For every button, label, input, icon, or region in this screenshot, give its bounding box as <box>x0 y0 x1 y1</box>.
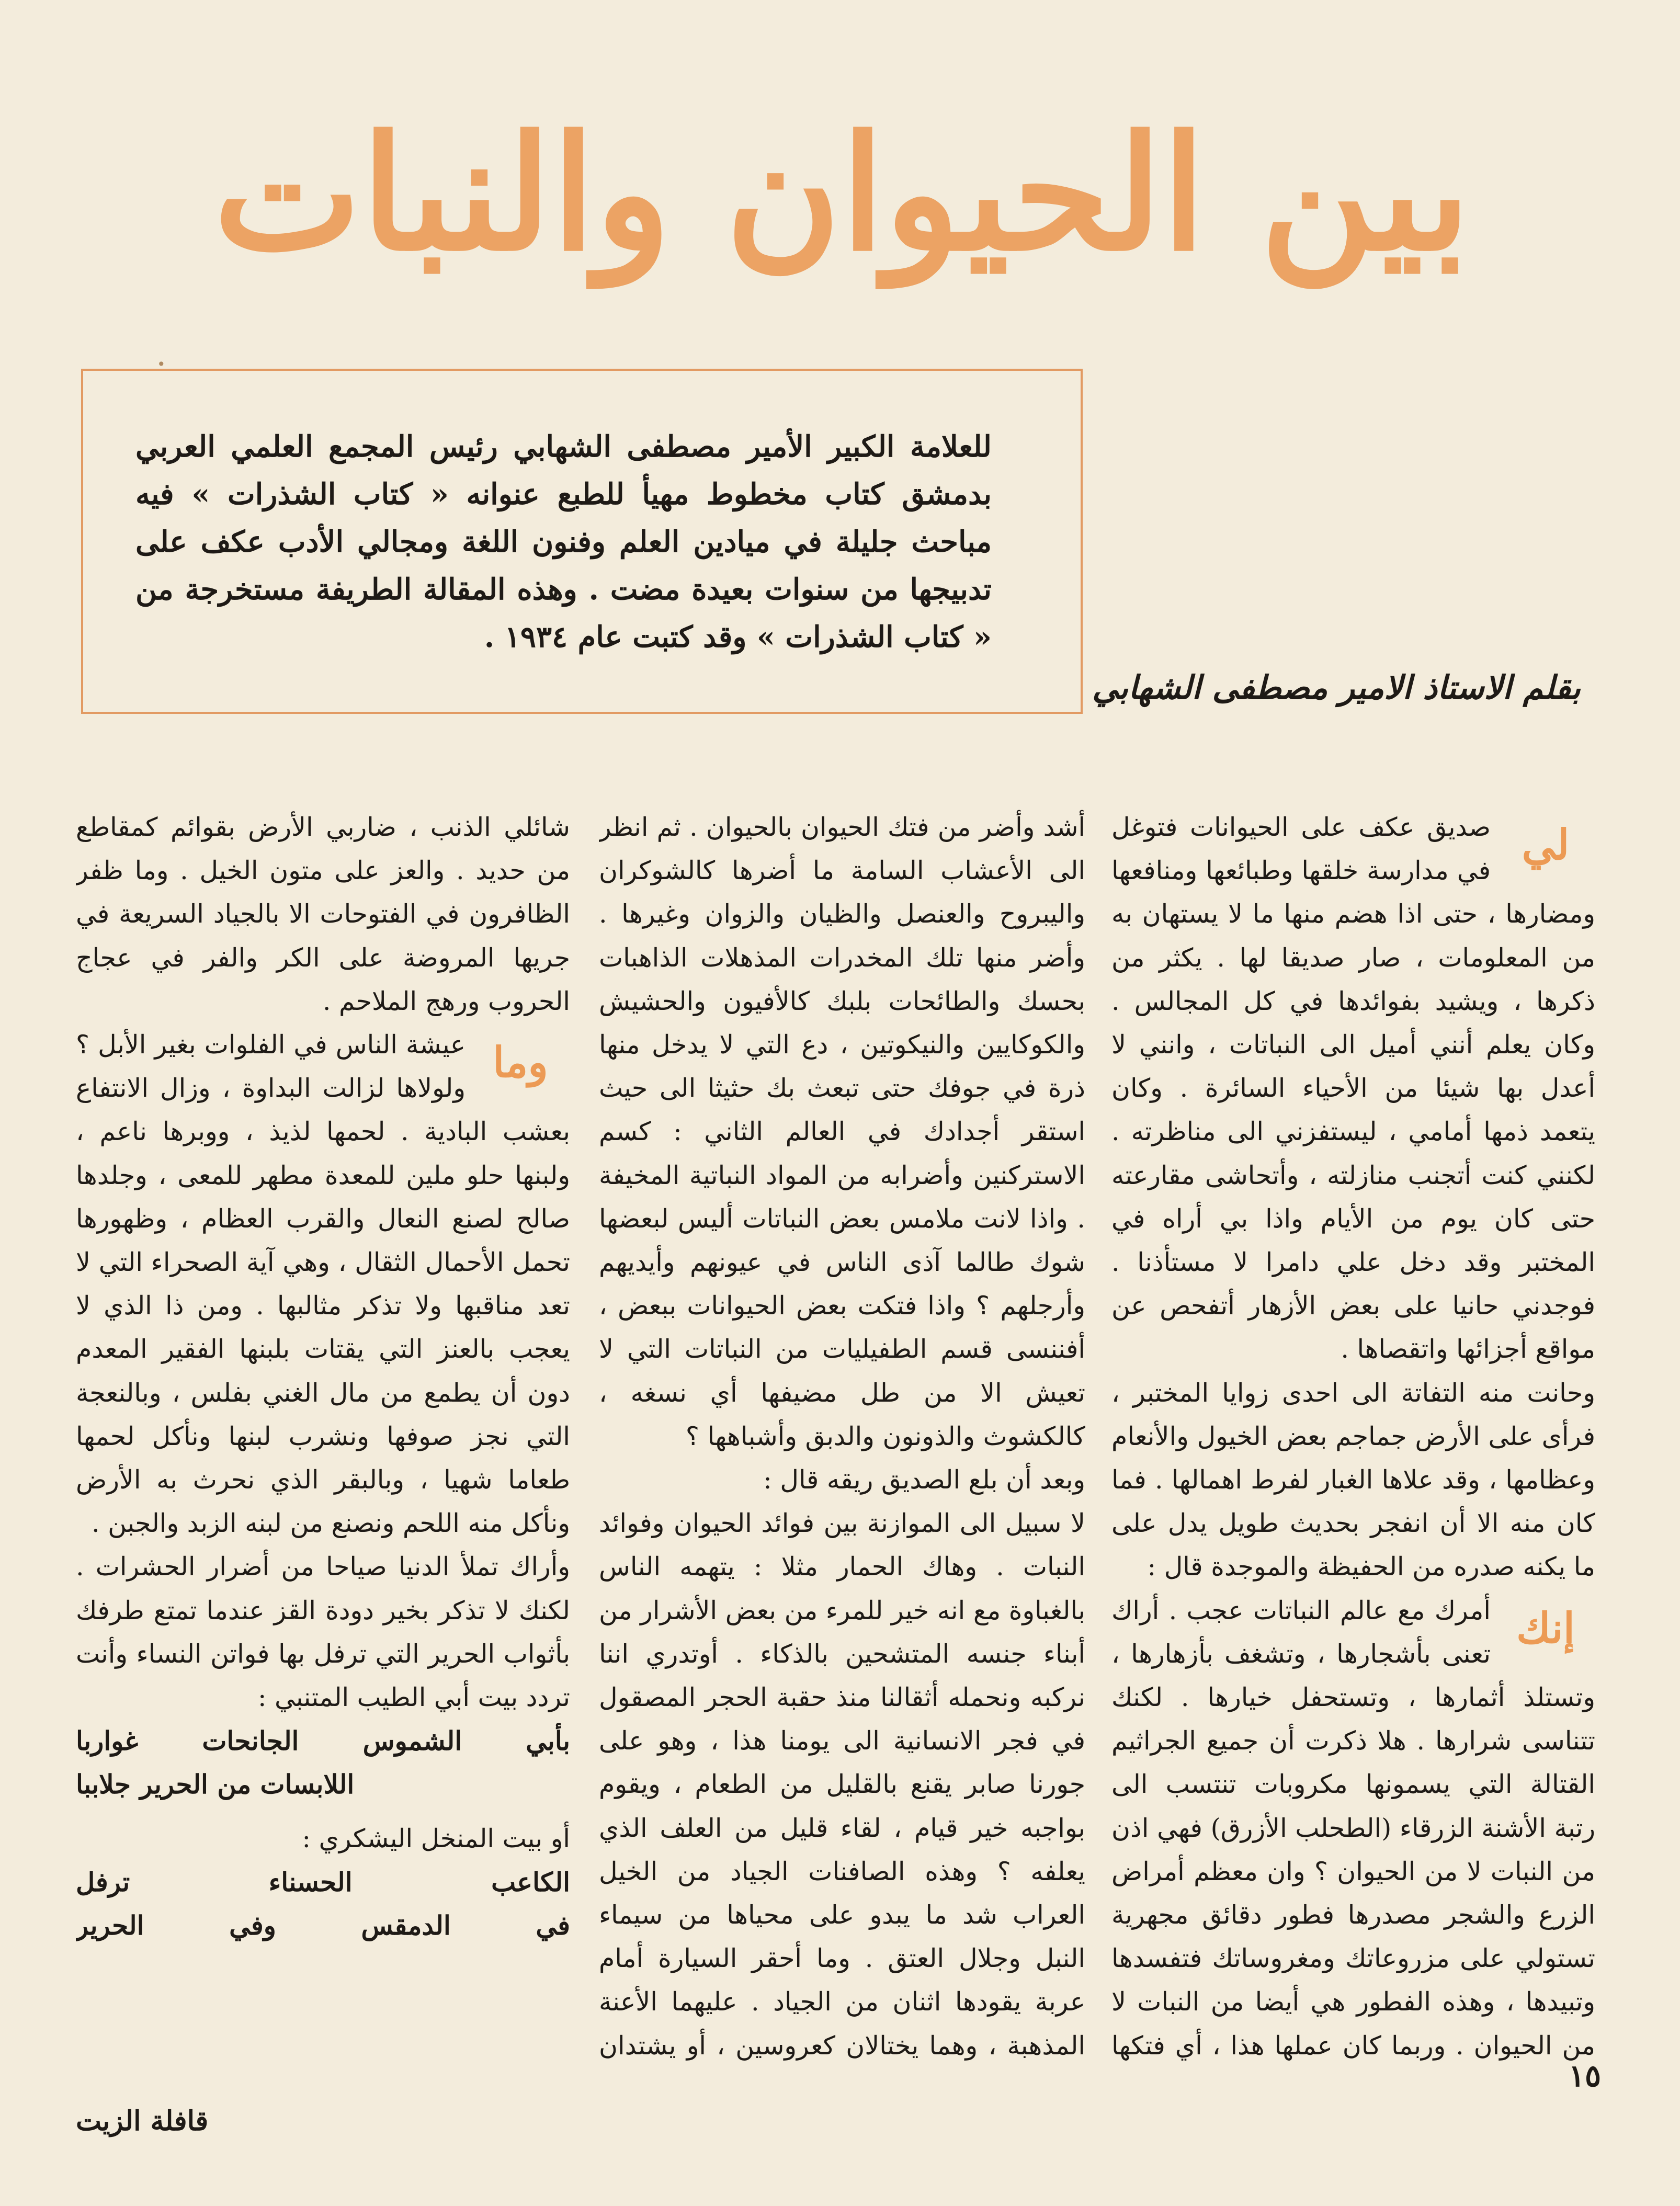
paragraph: أمرك مع عالم النباتات عجب . أراك تعنى بأشجارها ، وتشغف بأزهارها ، وتستلذ أثمارها ، وتستحفل خيارها . لكنك تتناسى شرارها . هلا ذكرت أن جميع الجراثيم القتالة التي يسمونها مكروبات تنتسب الى رتبة الأشنة الزرقاء (الطحلب الأزرق) فهي اذن من النبات لا من الحيوان ؟ وان معظم أمراض الزرع والشجر مصدرها فطور دقائق مجهرية تستولي على مزروعاتك ومغروساتك فتفسدها وتبيدها ، وهذه الفطور هي أيضا من النبات لا من الحيوان . وربما كان عملها هذا ، أي فتكها <box>1111 1595 1595 2061</box>
verse-line: اللابسات من الحرير جلاببا <box>76 1769 355 1800</box>
paragraph: وأراك تملأ الدنيا صياحا من أضرار الحشرات . لكنك لا تذكر بخير دودة القز عندما تمتع طرفك بأثواب الحرير التي ترفل بها فواتن النساء وأنت تردد بيت أبي الطيب المتنبي : <box>76 1552 570 1713</box>
drop-word: وما <box>493 1038 548 1087</box>
column-left <box>76 805 570 2071</box>
decorative-dot: • <box>157 356 166 373</box>
verse-line: بأبي الشموس الجانحات غواربا <box>76 1725 570 1757</box>
drop-word: إنك <box>1516 1603 1575 1653</box>
paragraph: وبعد أن بلع الصديق ريقه قال : <box>763 1465 1085 1495</box>
magazine-name: قافلة الزيت <box>76 2105 209 2137</box>
paragraph: أو بيت المنخل اليشكري : <box>302 1823 570 1854</box>
page-number: ١٥ <box>1568 2058 1602 2094</box>
paragraph: صديق عكف على الحيوانات فتوغل في مدارسة خلقها وطبائعها ومنافعها ومضارها ، حتى اذا هضم منها ما لا يستهان به من المعلومات ، صار صديقا لها . يكثر من ذكرها ، ويشيد بفوائدها في كل المجالس . وكان يعلم أنني أميل الى النباتات ، وانني لا أعدل بها شيئا من الأحياء السائرة . وكان يتعمد ذمها أمامي ، ليستفزني الى مناظرته . لكنني كنت أتجنب منازلته ، وأتحاشى مقارعته حتى كان يوم من الأيام واذا بي أراه في المختبر وقد دخل علي دامرا لا مستأذنا . فوجدني حانيا على بعض الأزهار أتفحص عن مواقع أجزائها واتقصاها . <box>1111 812 1595 1364</box>
paragraph: لا سبيل الى الموازنة بين فوائد الحيوان وفوائد النبات . وهاك الحمار مثلا : يتهمه الناس بالغباوة مع انه خير للمرء من بعض الأشرار من أبناء جنسه المتشحين بالذكاء . أوتدري اننا نركبه ونحمله أثقالنا منذ حقبة الحجر المصقول في فجر الانسانية الى يومنا هذا ، وهو على جورنا صابر يقنع بالقليل من الطعام ، ويقوم بواجبه خير قيام ، لقاء قليل من العلف الذي يعلفه ؟ وهذه الصافنات الجياد من الخيل العراب شد ما يبدو على محياها من سيماء النبل وجلال العتق . وما أحقر السيارة أمام عربة يقودها اثنان من الجياد . عليهما الأعنة المذهبة ، وهما يختالان كعروسين ، أو يشتدان <box>599 1508 1085 2061</box>
byline: بقلم الاستاذ الامير مصطفى الشهابي <box>1092 668 1581 707</box>
paragraph: أشد وأضر من فتك الحيوان بالحيوان . ثم انظر الى الأعشاب السامة ما أضرها كالشوكران واليبروح والعنصل والظيان والزوان وغيرها . وأضر منها تلك المخدرات المذهلات الذاهبات بحسك والطائحات بلبك كالأفيون والحشيش والكوكايين والنيكوتين ، دع التي لا يدخل منها ذرة في جوفك حتى تبعث بك حثيثا الى حيث استقر أجدادك في العالم الثاني : كسم الاستركنين وأضرابه من المواد النباتية المخيفة . واذا لانت ملامس بعض النباتات أليس لبعضها شوك طالما آذى الناس في عيونهم وأيديهم وأرجلهم ؟ واذا فتكت بعض الحيوانات ببعض ، أفننسى قسم الطفيليات من النباتات التي لا تعيش الا من طل مضيفها أي نسغه ، كالكشوث والذونون والدبق وأشباهها ؟ <box>599 812 1085 1451</box>
paragraph: شائلي الذنب ، ضاربي الأرض بقوائم كمقاطع من حديد . والعز على متون الخيل . وما ظفر الظافرون في الفتوحات الا بالجياد السريعة في جريها المروضة على الكر والفر في عجاج الحروب ورهج الملاحم . <box>76 812 570 1016</box>
verse-line: في الدمقس وفي الحرير <box>76 1910 570 1941</box>
intro-box <box>81 369 1083 714</box>
drop-word: لي <box>1522 820 1570 869</box>
paragraph: عيشة الناس في الفلوات بغير الأبل ؟ ولولاها لزالت البداوة ، وزال الانتفاع بعشب البادية . لحمها لذيذ ، ووبرها ناعم ، ولبنها حلو ملين للمعدة مطهر للمعى ، وجلدها صالح لصنع النعال والقرب العظام ، وظهورها تحمل الأحمال الثقال ، وهي آية الصحراء التي لا تعد مناقبها ولا تذكر مثالبها . ومن ذا الذي لا يعجب بالعنز التي يقتات بلبنها الفقير المعدم دون أن يطمع من مال الغني بفلس ، وبالنعجة التي نجز صوفها ونشرب لبنها ونأكل لحمها طعاما شهيا ، وبالبقر الذي نحرث به الأرض ونأكل منه اللحم ونصنع من لبنه الزبد والجبن . <box>76 1030 570 1539</box>
article-title: بين الحيوان والنبات <box>213 101 1471 286</box>
column-right <box>1111 805 1595 2071</box>
verse-line: الكاعب الحسناء ترفل <box>76 1866 570 1897</box>
intro-paragraph: للعلامة الكبير الأمير مصطفى الشهابي رئيس المجمع العلمي العربي بدمشق كتاب مخطوط مهيأ للطبع عنوانه « كتاب الشذرات » فيه مباحث جليلة في ميادين العلم وفنون اللغة ومجالي الأدب عكف على تدبيجها من سنوات بعيدة مضت . وهذه المقالة الطريفة مستخرجة من « كتاب الشذرات » وقد كتبت عام ١٩٣٤ . <box>135 429 992 654</box>
paragraph: وحانت منه التفاتة الى احدى زوايا المختبر ، فرأى على الأرض جماجم بعض الخيول والأنعام وعظامها ، وقد علاها الغبار لفرط اهمالها . فما كان منه الا أن انفجر بحديث طويل يدل على ما يكنه صدره من الحفيظة والموجدة قال : <box>1111 1378 1595 1582</box>
column-middle <box>599 805 1085 2071</box>
